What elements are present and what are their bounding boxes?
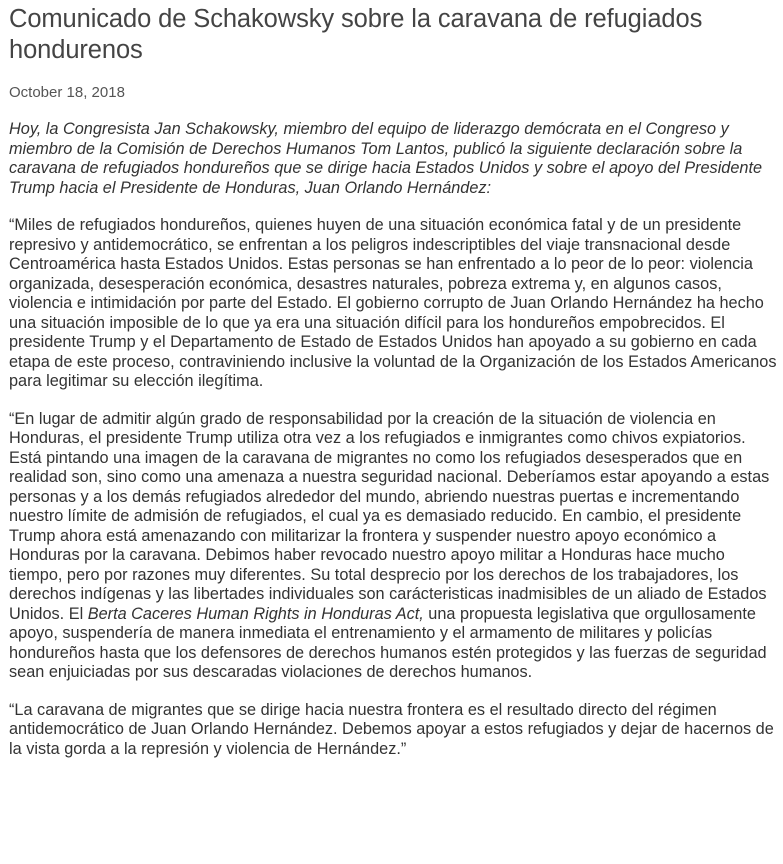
page-title: Comunicado de Schakowsky sobre la caravana de refugiados hondurenos: [9, 5, 703, 64]
statement-paragraph-2-text-after: una propuesta legislativa que orgullosamente apoyo, suspendería de manera inmediata el entrenamiento y el armamento de militares y policías hondureños hasta que los defensores de derechos humanos estén protegidos y las fuerzas de seguridad sean enjuiciadas por sus descaradas violaciones de derechos humanos.: [9, 604, 767, 681]
publish-date: October 18, 2018: [9, 84, 125, 101]
intro-paragraph: Hoy, la Congresista Jan Schakowsky, miembro del equipo de liderazgo demócrata en el Congreso y miembro de la Comisión de Derechos Humanos Tom Lantos, publicó la siguiente declaración sobre la caravana de refugiados hondureños que se dirige hacia Estados Unidos y sobre el apoyo del Presidente Trump hacia el Presidente de Honduras, Juan Orlando Hernández:: [9, 120, 763, 197]
statement-paragraph-2: [9, 410, 777, 683]
statement-paragraph-3: “La caravana de migrantes que se dirige hacia nuestra frontera es el resultado directo del régimen antidemocrático de Juan Orlando Hernández. Debemos apoyar a estos refugiados y dejar de hacernos de la vista gorda a la represión y violencia de Hernández.”: [9, 700, 774, 758]
statement-paragraph-2-text-before: “En lugar de admitir algún grado de responsabilidad por la creación de la situación de violencia en Honduras, el presidente Trump utiliza otra vez a los refugiados e inmigrantes como chivos expiatorios. Está pintando una imagen de la caravana de migrantes no como los refugiados desesperados que en realidad son, sino como una amenaza a nuestra seguridad nacional. Deberíamos estar apoyando a estas personas y a los demás refugiados alrededor del mundo, abriendo nuestras puertas e incrementando nuestro límite de admisión de refugiados, el cual ya es demasiado reducido. En cambio, el presidente Trump ahora está amenazando con militarizar la frontera y suspender nuestro apoyo económico a Honduras por la caravana. Debimos haber revocado nuestro apoyo militar a Honduras hace mucho tiempo, pero por razones muy diferentes. Su total desprecio por los derechos de los trabajadores, los derechos indígenas y las libertades individuales son carácteristicas inadmisibles de un aliado de Estados Unidos. El: [9, 409, 770, 623]
act-name: Berta Caceres Human Rights in Honduras Act,: [87, 604, 424, 623]
statement-paragraph-1: “Miles de refugiados hondureños, quienes huyen de una situación económica fatal y de un presidente represivo y antidemocrático, se enfrentan a los peligros indescriptibles del viaje transnacional desde Centroamérica hasta Estados Unidos. Estas personas se han enfrentado a lo peor de lo peor: violencia organizada, desesperación económica, desastres naturales, pobreza extrema y, en algunos casos, violencia e intimidación por parte del Estado. El gobierno corrupto de Juan Orlando Hernández ha hecho una situación imposible de lo que ya era una situación difícil para los hondureños empobrecidos. El presidente Trump y el Departamento de Estado de Estados Unidos han apoyado a su gobierno en cada etapa de este proceso, contraviniendo inclusive la voluntad de la Organización de los Estados Americanos para legitimar su elección ilegítima.: [9, 216, 777, 390]
